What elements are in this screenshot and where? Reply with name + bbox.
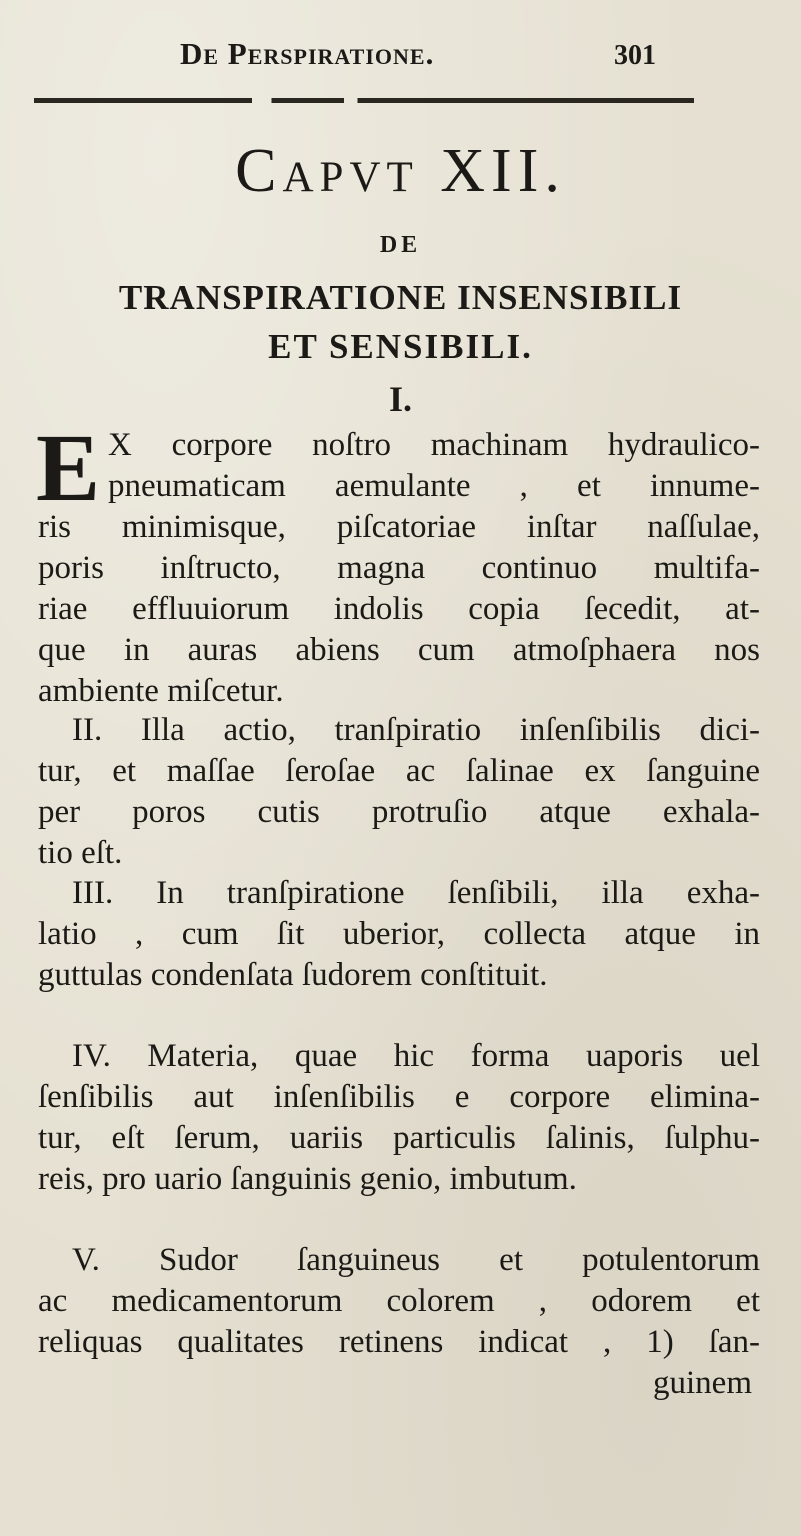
paragraph-line: tur, eſt ſerum, uariis particulis ſalinis, ſulphu-: [38, 1120, 760, 1156]
paragraph-line: tur, et maſſae ſeroſae ac ſalinae ex ſanguine: [38, 753, 760, 789]
chapter-title: Capvt XII.: [235, 137, 566, 205]
paragraph-line: II. Illa actio, tranſpiratio inſenſibilis dici-: [72, 712, 760, 748]
paragraph-line: ambiente miſcetur.: [38, 673, 284, 709]
paragraph-line: ſenſibilis aut inſenſibilis e corpore elimina-: [38, 1079, 760, 1115]
paragraph-line: riae effluuiorum indolis copia ſecedit, at-: [38, 591, 760, 627]
chapter-subtitle-line1: TRANSPIRATIONE INSENSIBILI: [118, 278, 683, 317]
catchword: guinem: [653, 1365, 752, 1401]
paragraph-line: V. Sudor ſanguineus et potulentorum: [72, 1242, 760, 1278]
paragraph-line: ris minimisque, piſcatoriae inſtar naſſulae,: [38, 509, 760, 545]
header-rule: [34, 98, 694, 103]
paragraph-3: [38, 873, 760, 996]
paragraph-line: tio eſt.: [38, 835, 123, 871]
chapter-subtitle-de: DE: [379, 232, 422, 258]
paragraph-2: [38, 710, 760, 874]
paragraph-line: reliquas qualitates retinens indicat , 1) ſan-: [38, 1324, 760, 1360]
section-number: I.: [388, 379, 412, 419]
paragraph-4: [38, 1036, 760, 1200]
paragraph-line: IV. Materia, quae hic forma uaporis uel: [72, 1038, 760, 1074]
paragraph-line: pneumaticam aemulante , et innume-: [108, 468, 760, 504]
page-number: 301: [614, 40, 656, 71]
paragraph-line: X corpore noſtro machinam hydraulico-: [108, 427, 760, 463]
running-head: [180, 36, 761, 80]
chapter-subtitle-line2: ET SENSIBILI.: [268, 327, 533, 366]
drop-cap: E: [36, 414, 101, 521]
paragraph-line: III. In tranſpiratione ſenſibili, illa exha-: [72, 875, 760, 911]
paragraph-5: [38, 1240, 760, 1404]
paragraph-line: reis, pro uario ſanguinis genio, imbutum.: [38, 1161, 577, 1197]
paragraph-1: [36, 414, 760, 712]
paragraph-line: guttulas condenſata ſudorem conſtituit.: [38, 957, 548, 993]
paragraph-line: ac medicamentorum colorem , odorem et: [38, 1283, 760, 1319]
paragraph-line: poris inſtructo, magna continuo multifa-: [38, 550, 760, 586]
running-title: De Perspiratione.: [180, 36, 435, 71]
paragraph-line: que in auras abiens cum atmoſphaera nos: [38, 632, 760, 668]
paragraph-line: latio , cum ſit uberior, collecta atque in: [38, 916, 760, 952]
paragraph-line: per poros cutis protruſio atque exhala-: [38, 794, 760, 830]
